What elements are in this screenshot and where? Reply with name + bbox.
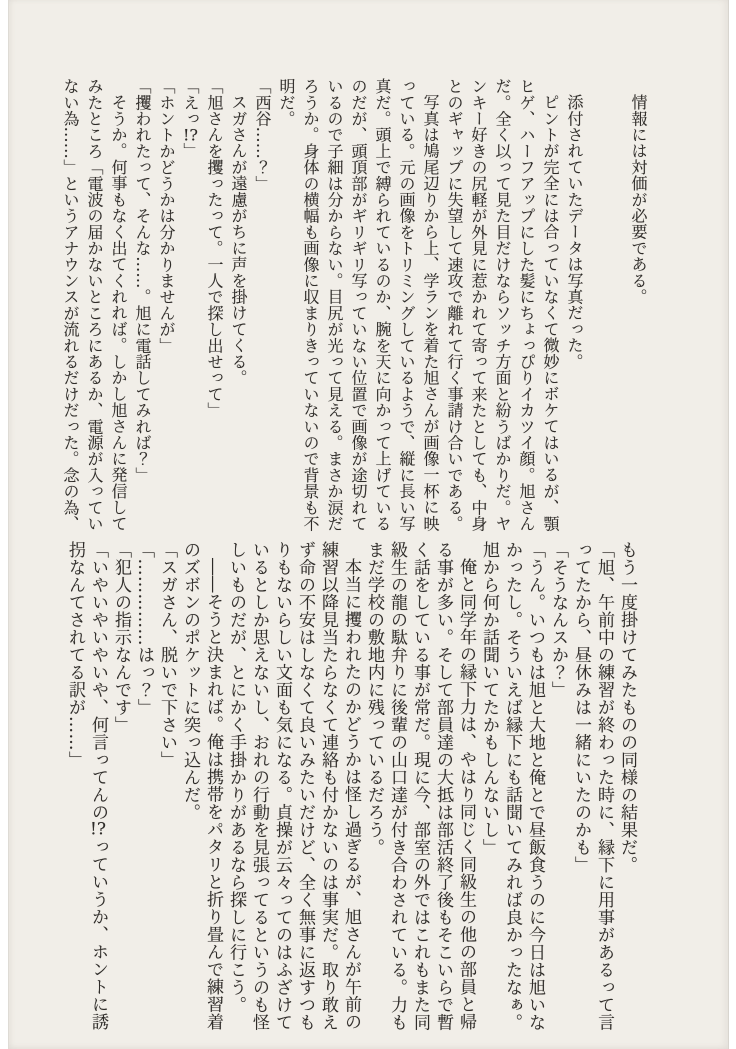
- text-line: ず命の不安はしなくて良いみたいだけど、全く無事に返すつも: [295, 541, 315, 1031]
- text-line: ピントが完全には合っていなくて微妙にボケてはいるが、顎: [541, 94, 560, 532]
- page-bottom-text-block: [63, 541, 638, 1041]
- text-line: ない為……」というアナウンスが流れるだけだった。念の為、: [61, 78, 80, 532]
- text-line: 「西谷……？」: [253, 78, 272, 192]
- text-line: いるので子細は分からない。目尻が光って見える。まさか涙だ: [325, 78, 344, 532]
- text-line: もう一度掛けてみたものの同様の結果だ。: [617, 541, 637, 874]
- text-line: 真だ。頭上で縛られているのか、腕を天に向かって上げている: [373, 78, 392, 532]
- text-line: とのギャップに失望して速攻で離れて行く事請け合いである。: [445, 78, 464, 532]
- text-line: 「ホントかどうかは分かりませんが」: [157, 78, 176, 354]
- text-line: る事が多い。そして部員達の大抵は部活終了後もそこいらで暫: [433, 541, 453, 1031]
- text-line: スガさんが遠慮がちに声を掛けてくる。: [229, 94, 248, 386]
- text-line: 明だ。: [277, 78, 296, 127]
- text-line: ってたから、昼休みは一緒にいたのかも」: [571, 541, 591, 874]
- text-line: そうか。何事もなく出てくれれば。しかし旭さんに発信して: [109, 94, 128, 532]
- exclamation-question-glyph: !?: [182, 126, 198, 143]
- text-line: ヒゲ、ハーフアップにした髪にちょっぴりイカツイ顔。旭さん: [517, 78, 536, 532]
- text-line: みたところ「電波の届かないところにあるか、電源が入ってい: [85, 78, 104, 532]
- text-line: ――そうと決まれば。俺は携帯をパタリと折り畳んで練習着: [203, 558, 223, 1031]
- text-line: 写真は鳩尾辺りから上、学ランを着た旭さんが画像一杯に映: [421, 94, 440, 532]
- text-line: 拐なんてされてる訳が……」: [65, 541, 85, 769]
- text-line: 「うん。いつもは旭と大地と俺とで昼飯食うのに今日は旭いな: [525, 541, 545, 1031]
- text-line: 「スガさん、脱いで下さい」: [157, 541, 177, 769]
- text-line: だ。全く以って見た目だけならソッチ方面と紛うばかりだ。ヤ: [493, 78, 512, 532]
- text-line: 「えっ!?」: [181, 78, 200, 159]
- text-line: 「攫われたって、そんな……。旭に電話してみれば？」: [133, 78, 152, 483]
- text-line: っている。元の画像をトリミングしているようで、縦に長い写: [397, 78, 416, 532]
- text-line: 「そうなんスか？」: [548, 541, 568, 699]
- text-line: 添付されていたデータは写真だった。: [565, 94, 584, 370]
- text-line: かったし。そういえば縁下にも話聞いてみれば良かったなぁ。: [502, 541, 522, 1031]
- text-line: 「いやいやいやいや、何言ってんの!?っていうか、ホントに誘: [88, 541, 108, 1031]
- text-line: 旭から何か話聞いてたかもしんないし」: [479, 541, 499, 856]
- text-line: まだ学校の敷地内に残っているだろう。: [364, 541, 384, 856]
- text-line: りもないらしい文面も気になる。貞操が云々ってのはふざけて: [272, 541, 292, 1031]
- text-line: 「……………はっ？」: [134, 541, 154, 716]
- text-line: しいものだが、とにかく手掛かりがあるなら探しに行こう。: [226, 541, 246, 1014]
- text-line: 「旭、午前中の練習が終わった時に、縁下に用事があるって言: [594, 541, 614, 1031]
- text-line: 練習以降見当たらなくて連絡も付かないのは事実だ。取り敢え: [318, 541, 338, 1031]
- text-line: 本当に攫われたのかどうかは怪し過ぎるが、旭さんが午前の: [341, 558, 361, 1031]
- text-line: 級生の龍の駄弁りに後輩の山口達が付き合わされている。力も: [387, 541, 407, 1031]
- text-line: ンキー好きの尻軽が外見に惹かれて寄って来たとしても、中身: [469, 78, 488, 532]
- text-line: ろうか。身体の横幅も画像に収まりきっていないので背景も不: [301, 78, 320, 532]
- text-line: のズボンのポケットに突っ込んだ。: [180, 541, 200, 821]
- text-line: 情報には対価が必要である。: [629, 94, 648, 305]
- text-line: 俺と同学年の縁下力は、やはり同じく同級生の他の部員と帰: [456, 558, 476, 1031]
- page-top-text-block: [58, 78, 650, 530]
- book-page-paper: [8, 0, 729, 1049]
- text-line: のだが、頭頂部がギリギリ写っていない位置で画像が途切れて: [349, 78, 368, 532]
- exclamation-question-glyph: !?: [90, 821, 106, 838]
- text-line: 「旭さんを攫ったって。一人で探し出せって」: [205, 78, 224, 419]
- text-line: く話をしている事が常だ。現に今、部室の外ではこれもまた同: [410, 541, 430, 1031]
- text-line: いるとしか思えないし、おれの行動を見張ってるというのも怪: [249, 541, 269, 1031]
- text-line: 「犯人の指示なんです」: [111, 541, 131, 734]
